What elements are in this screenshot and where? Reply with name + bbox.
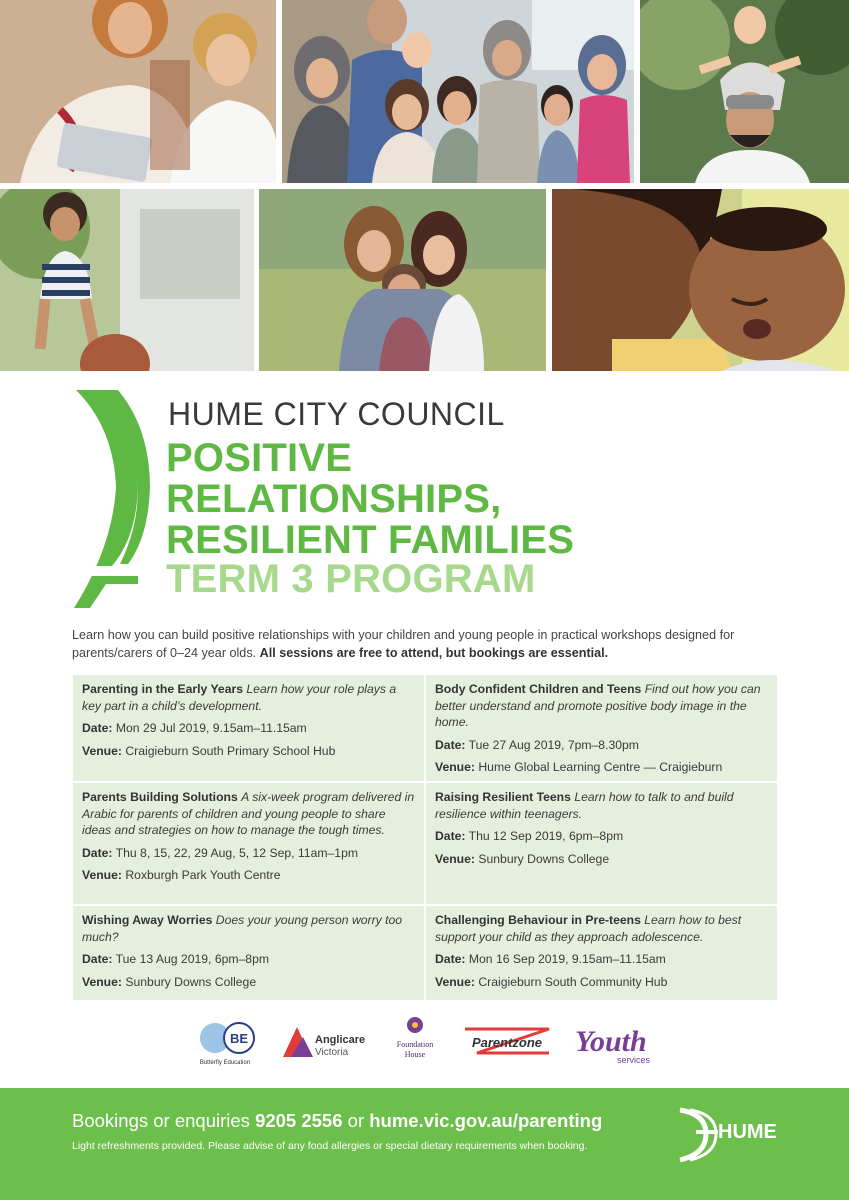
intro-text: Learn how you can build positive relationships with your children and young people in practical workshops designed for parents/carers of 0–24 year olds. xyxy=(72,628,735,660)
partner-logos xyxy=(195,1015,665,1070)
anglicare-name: Anglicare xyxy=(315,1034,366,1046)
intro-emphasis: All sessions are free to attend, but bookings are essential. xyxy=(259,646,609,660)
booking-phone[interactable]: 9205 2556 xyxy=(255,1110,343,1131)
photo-toddler-laughing xyxy=(0,189,254,371)
photo-mother-baby xyxy=(552,189,849,371)
photo-mother-son-tablet xyxy=(0,0,276,183)
session-title: Challenging Behaviour in Pre-teens xyxy=(435,913,641,927)
booking-lead: Bookings or enquiries xyxy=(72,1110,250,1131)
date-label: Date: xyxy=(435,829,466,843)
session-description: Learn how to best support your child as they approach adolescence. xyxy=(435,913,742,944)
session-description: Learn how your role plays a key part in a child’s development. xyxy=(82,682,397,713)
session-card xyxy=(73,675,424,781)
session-date: Thu 12 Sep 2019, 6pm–8pm xyxy=(468,829,624,843)
anglicare-victoria-logo xyxy=(281,1023,371,1063)
venue-label: Venue: xyxy=(435,851,475,866)
council-name: HUME CITY COUNCIL xyxy=(168,396,505,432)
butterfly-initials: BE xyxy=(229,1031,249,1046)
date-label: Date: xyxy=(435,737,466,752)
venue-label: Venue: xyxy=(82,974,122,989)
footer-banner xyxy=(0,1088,849,1200)
headline-line-2: RELATIONSHIPS, xyxy=(166,477,502,521)
butterfly-name: Butterfly Education xyxy=(199,1060,251,1066)
hume-bracket-logo xyxy=(72,388,152,610)
session-card xyxy=(73,783,424,904)
session-card xyxy=(426,675,777,781)
venue-label: Venue: xyxy=(435,760,475,774)
session-card xyxy=(426,783,777,904)
booking-or: or xyxy=(347,1110,365,1131)
session-title: Parenting in the Early Years xyxy=(82,682,243,696)
foundation-name-2: House xyxy=(404,1050,426,1059)
butterfly-education-logo xyxy=(195,1018,265,1068)
session-date: Mon 16 Sep 2019, 9.15am–11.15am xyxy=(468,952,666,966)
date-label: Date: xyxy=(82,952,113,966)
session-title: Raising Resilient Teens xyxy=(435,790,571,804)
session-title: Body Confident Children and Teens xyxy=(435,682,642,696)
session-date: Mon 29 Jul 2019, 9.15am–11.15am xyxy=(115,721,307,735)
photo-three-women-hug xyxy=(259,189,546,371)
parentzone-name: Parentzone xyxy=(471,1035,543,1050)
date-label: Date: xyxy=(82,721,113,735)
session-title: Parents Building Solutions xyxy=(82,790,238,804)
booking-line xyxy=(72,1110,602,1132)
youth-name: Youth xyxy=(575,1025,647,1058)
headline-line-3: RESILIENT FAMILIES xyxy=(166,518,575,562)
intro-paragraph xyxy=(72,626,772,662)
session-description: Does your young person worry too much? xyxy=(82,913,403,944)
session-title: Wishing Away Worries xyxy=(82,913,213,927)
parentzone-logo xyxy=(457,1023,557,1061)
venue-label: Venue: xyxy=(435,974,475,989)
session-date: Thu 8, 15, 22, 29 Aug, 5, 12 Sep, 11am–1pm xyxy=(115,845,358,860)
photo-father-child-shoulders xyxy=(640,0,849,183)
anglicare-region: Victoria xyxy=(315,1047,349,1058)
session-date: Tue 13 Aug 2019, 6pm–8pm xyxy=(115,952,270,966)
session-description: Find out how you can better understand and promote positive body image in the home. xyxy=(435,682,761,729)
foundation-house-logo xyxy=(391,1015,439,1069)
session-card xyxy=(426,906,777,1000)
sessions-grid xyxy=(73,675,777,1000)
booking-url[interactable]: hume.vic.gov.au/parenting xyxy=(369,1110,603,1131)
hume-logo-text: HUME xyxy=(718,1121,777,1143)
session-card xyxy=(73,906,424,1000)
hume-logo xyxy=(676,1102,796,1166)
venue-label: Venue: xyxy=(82,743,122,758)
session-venue: Sunbury Downs College xyxy=(125,974,257,989)
date-label: Date: xyxy=(82,845,113,860)
session-venue: Craigieburn South Primary School Hub xyxy=(125,743,336,758)
headline-term: TERM 3 PROGRAM xyxy=(166,557,536,601)
session-date: Tue 27 Aug 2019, 7pm–8.30pm xyxy=(468,737,639,752)
session-venue: Craigieburn South Community Hub xyxy=(478,974,668,989)
venue-label: Venue: xyxy=(82,868,122,882)
foundation-name-1: Foundation xyxy=(396,1040,434,1049)
headline-line-1: POSITIVE xyxy=(166,436,353,480)
session-description: Learn how to talk to and build resilience within teenagers. xyxy=(435,790,734,821)
session-venue: Hume Global Learning Centre — Craigieburn xyxy=(478,760,723,774)
youth-services-logo xyxy=(573,1017,665,1067)
session-venue: Sunbury Downs College xyxy=(478,851,610,866)
session-venue: Roxburgh Park Youth Centre xyxy=(125,868,281,882)
photo-family-group xyxy=(282,0,634,183)
youth-sub: services xyxy=(617,1055,651,1065)
refreshments-note: Light refreshments provided. Please advise of any food allergies or special dietary requirements when booking. xyxy=(72,1140,588,1152)
session-description: A six-week program delivered in Arabic for parents of children and young people to share ideas and strategies on how to manage the tough times. xyxy=(82,790,415,837)
date-label: Date: xyxy=(435,952,466,966)
